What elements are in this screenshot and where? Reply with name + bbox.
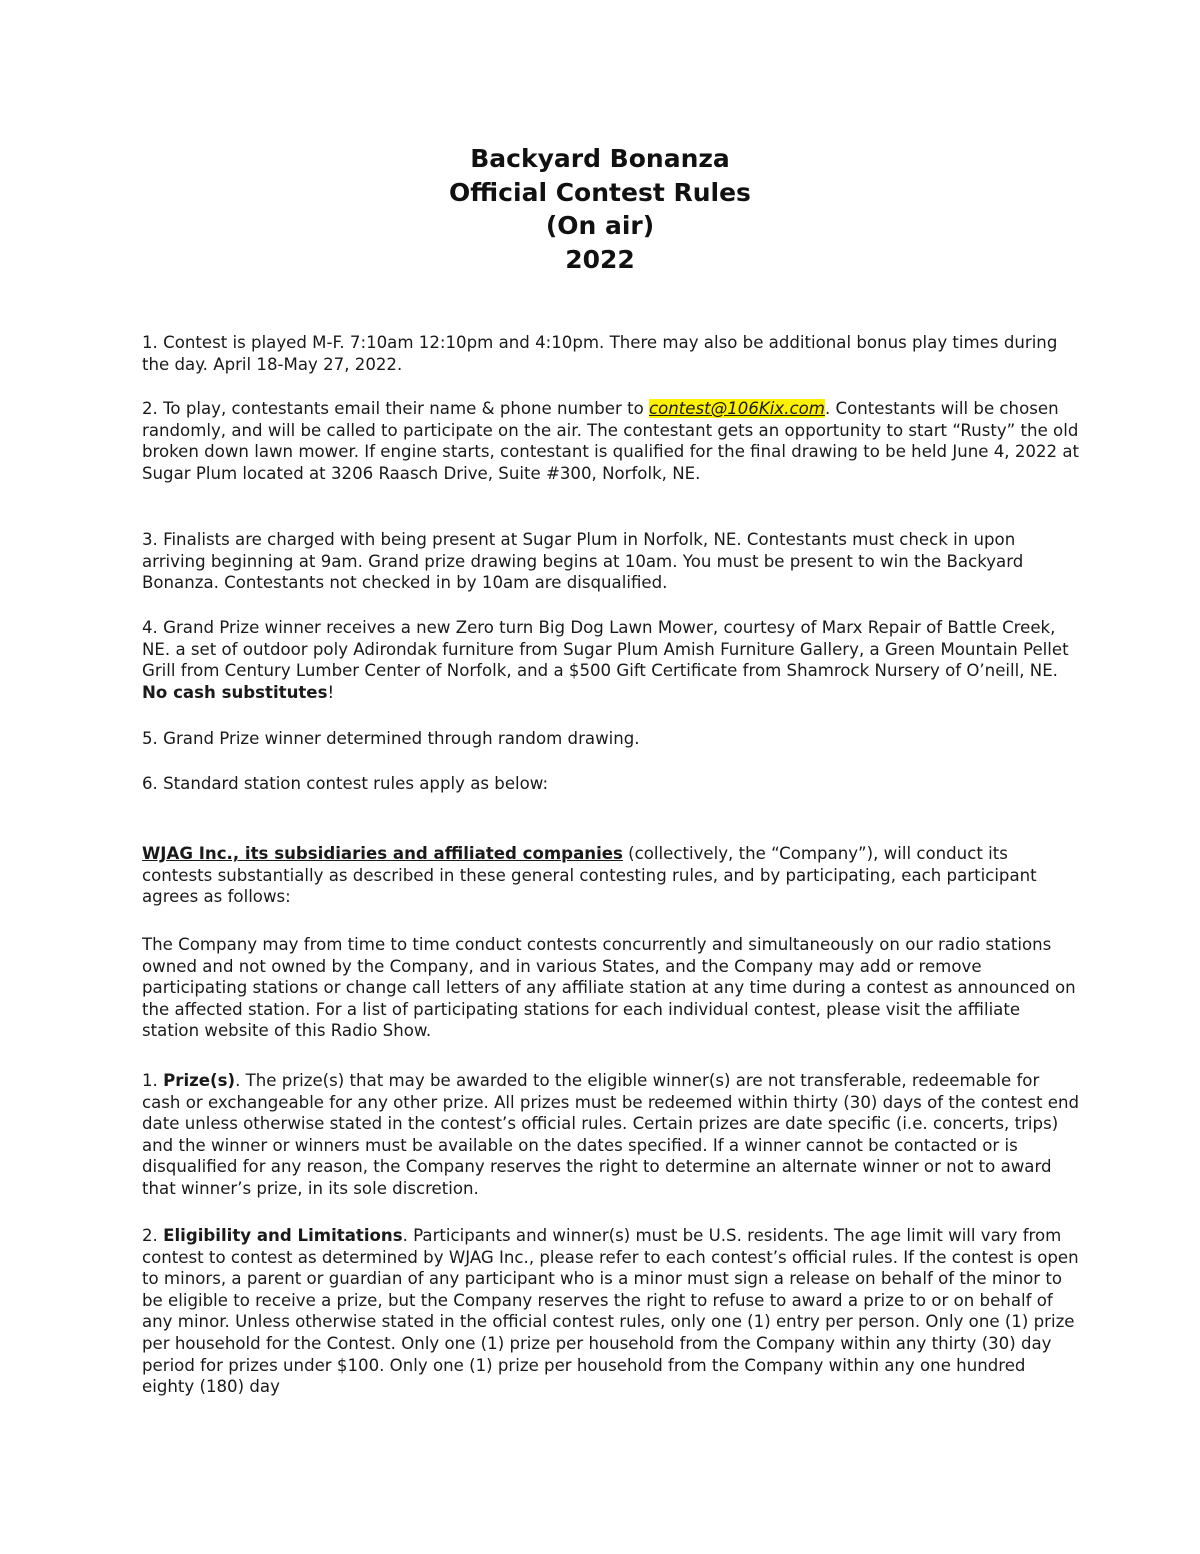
company-name: WJAG Inc., its subsidiaries and affiliated companies [142, 844, 623, 863]
section-prizes-heading: Prize(s) [163, 1071, 236, 1090]
section-prizes-text [142, 1070, 1082, 1200]
rule-4-before: 4. Grand Prize winner receives a new Zero turn Big Dog Lawn Mower, courtesy of Marx Repair of Battle Creek, NE. a set of outdoor poly Adirondak furniture from Sugar Plum Amish Furniture Gallery, a Green Mountain Pellet Grill from Century Lumber Center of Norfolk, and a $500 Gift Certificate from Shamrock Nursery of O’neill, NE. [142, 618, 1069, 681]
general-para-2-text: The Company may from time to time conduct contests concurrently and simultaneously on our radio stations owned and not owned by the Company, and in various States, and the Company may add or remove participating stations or change call letters of any affiliate station at any time during a contest as announced on the affected station. For a list of participating stations for each individual contest, please visit the affiliate station website of this Radio Show. [142, 935, 1076, 1041]
section-eligibility-body: . Participants and winner(s) must be U.S. residents. The age limit will vary from contest to contest as determined by WJAG Inc., please refer to each contest’s official rules. If the contest is open to minors, a parent or guardian of any participant who is a minor must sign a release on behalf of the minor to be eligible to receive a prize, but the Company reserves the right to refuse to award a prize to or on behalf of any minor. Unless otherwise stated in the official contest rules, only one (1) entry per person. Only one (1) prize per household for the Contest. Only one (1) prize per household from the Company within any thirty (30) day period for prizes under $100. Only one (1) prize per household from the Company within any one hundred eighty (180) day [142, 1226, 1079, 1397]
general-intro-text [142, 843, 1082, 908]
rule-2 [142, 398, 1082, 484]
rule-2-after: . Contestants will be chosen randomly, and will be called to participate on the air. The contestant gets an opportunity to start “Rusty” the old broken down lawn mower. If engine starts, contestant is qualified for the final drawing to be held June 4, 2022 at Sugar Plum located at 3206 Raasch Drive, Suite #300, Norfolk, NE. [142, 399, 1080, 483]
title-line-3: (On air) [545, 211, 655, 240]
rule-3 [142, 529, 1082, 594]
rule-1 [142, 332, 1082, 375]
section-eligibility-number: 2. [142, 1226, 164, 1245]
section-prizes-body: . The prize(s) that may be awarded to the eligible winner(s) are not transferable, redeemable for cash or exchangeable for any other prize. All prizes must be redeemed within thirty (30) days of the contest end date unless otherwise stated in the contest’s official rules. Certain prizes are date specific (i.e. concerts, trips) and the winner or winners must be available on the dates specified. If a winner cannot be contacted or is disqualified for any reason, the Company reserves the right to determine an alternate winner or not to award that winner’s prize, in its sole discretion. [142, 1071, 1080, 1198]
general-intro-rest: (collectively, the “Company”), will conduct its contests substantially as described in these general contesting rules, and by participating, each participant agrees as follows: [142, 844, 1037, 907]
rule-6 [142, 773, 1082, 795]
section-prizes [142, 1070, 1082, 1200]
section-prizes-number: 1. [142, 1071, 164, 1090]
rule-4-text [142, 617, 1082, 703]
title-line-2: Official Contest Rules [449, 177, 751, 207]
contest-email-link[interactable]: contest@106Kix.com [649, 399, 825, 418]
rule-2-before: 2. To play, contestants email their name & phone number to [142, 399, 649, 418]
page-title [0, 142, 1200, 276]
section-eligibility [142, 1225, 1082, 1398]
rule-3-text: 3. Finalists are charged with being present at Sugar Plum in Norfolk, NE. Contestants must check in upon arriving beginning at 9am. Grand prize drawing begins at 10am. You must be present to win the Backyard Bonanza. Contestants not checked in by 10am are disqualified. [142, 530, 1024, 593]
title-line-4: 2022 [565, 244, 635, 274]
section-eligibility-heading: Eligibility and Limitations [163, 1226, 403, 1245]
general-para-2 [142, 934, 1082, 1042]
rule-5-text: 5. Grand Prize winner determined through random drawing. [142, 729, 640, 748]
rule-4-no-cash: No cash substitutes [142, 682, 328, 702]
general-intro [142, 843, 1082, 908]
section-eligibility-text [142, 1225, 1082, 1398]
title-line-1: Backyard Bonanza [470, 144, 730, 173]
rule-2-text [142, 398, 1082, 484]
rule-4 [142, 617, 1082, 703]
rule-4-after: ! [327, 682, 335, 702]
rule-1-text: 1. Contest is played M-F. 7:10am 12:10pm and 4:10pm. There may also be additional bonus play times during the day. April 18-May 27, 2022. [142, 333, 1058, 374]
rule-5 [142, 728, 1082, 750]
rule-6-text: 6. Standard station contest rules apply as below: [142, 774, 549, 793]
